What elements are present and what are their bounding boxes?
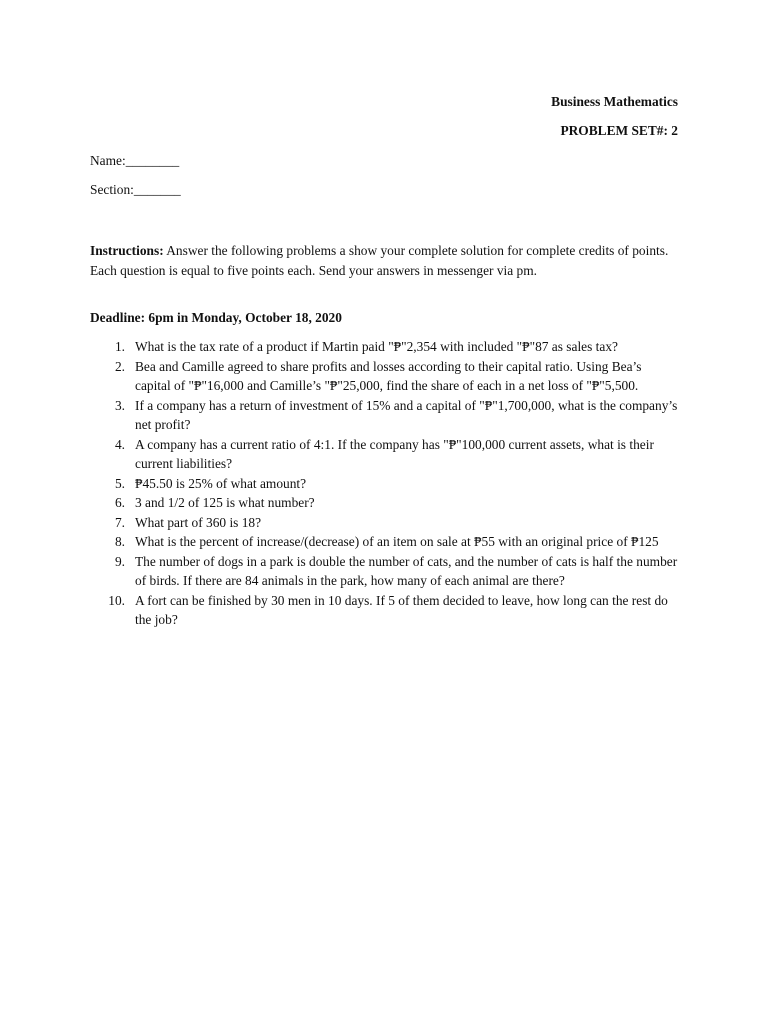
problem-number: 1. — [114, 339, 125, 354]
problem-number: 8. — [114, 534, 125, 549]
instructions-paragraph — [90, 241, 680, 280]
problem-item — [90, 396, 680, 435]
problem-item — [90, 357, 680, 396]
problem-item — [90, 337, 680, 357]
problem-number: 6. — [114, 495, 125, 510]
problem-item — [90, 493, 680, 513]
section-field: Section:_______ — [90, 182, 181, 197]
instructions-label: Instructions: — [90, 243, 164, 258]
problem-text: If a company has a return of investment of 15% and a capital of "₱"1,700,000, what is the company’s net profit? — [135, 397, 678, 432]
problem-number: 7. — [114, 514, 125, 530]
problem-text: The number of dogs in a park is double the number of cats, and the number of cats is half the number of birds. If there are 84 animals in the park, how many of each animal are there? — [135, 553, 678, 588]
problem-item — [90, 532, 680, 552]
problem-number: 5. — [114, 475, 125, 491]
problem-text: What part of 360 is 18? — [135, 514, 262, 530]
problem-text: Bea and Camille agreed to share profits and losses according to their capital ratio. Using Bea’s capital of "₱"16,000 and Camille’s "₱"25,000, find the share of each in a net loss of "₱"5,500. — [135, 358, 642, 393]
problem-item — [90, 591, 680, 630]
problem-item — [90, 513, 680, 533]
problem-item — [90, 552, 680, 591]
problem-set-title: PROBLEM SET#: 2 — [560, 123, 678, 138]
course-title: Business Mathematics — [551, 94, 678, 109]
problem-number: 9. — [114, 553, 125, 569]
problem-text: ₱45.50 is 25% of what amount? — [135, 475, 307, 491]
problem-text: 3 and 1/2 of 125 is what number? — [135, 495, 315, 510]
problem-number: 4. — [114, 436, 125, 452]
instructions-text: Answer the following problems a show your complete solution for complete credits of points. Each question is equal to five points each. Send your answers in messenger via pm. — [90, 243, 669, 278]
problem-item — [90, 474, 680, 494]
problem-number: 3. — [114, 397, 125, 413]
problem-list — [90, 337, 680, 630]
problem-text: A company has a current ratio of 4:1. If the company has "₱"100,000 current assets, what is their current liabilities? — [135, 436, 654, 471]
problem-number: 10. — [108, 592, 125, 608]
problem-number: 2. — [114, 358, 125, 374]
problem-text: What is the percent of increase/(decrease) of an item on sale at ₱55 with an original price of ₱125 — [135, 534, 659, 549]
name-field: Name:________ — [90, 153, 180, 168]
problem-text: A fort can be finished by 30 men in 10 days. If 5 of them decided to leave, how long can the rest do the job? — [135, 592, 668, 627]
problem-item — [90, 435, 680, 474]
deadline: Deadline: 6pm in Monday, October 18, 2020 — [90, 310, 342, 325]
problem-text: What is the tax rate of a product if Martin paid "₱"2,354 with included "₱"87 as sales tax? — [135, 339, 618, 354]
